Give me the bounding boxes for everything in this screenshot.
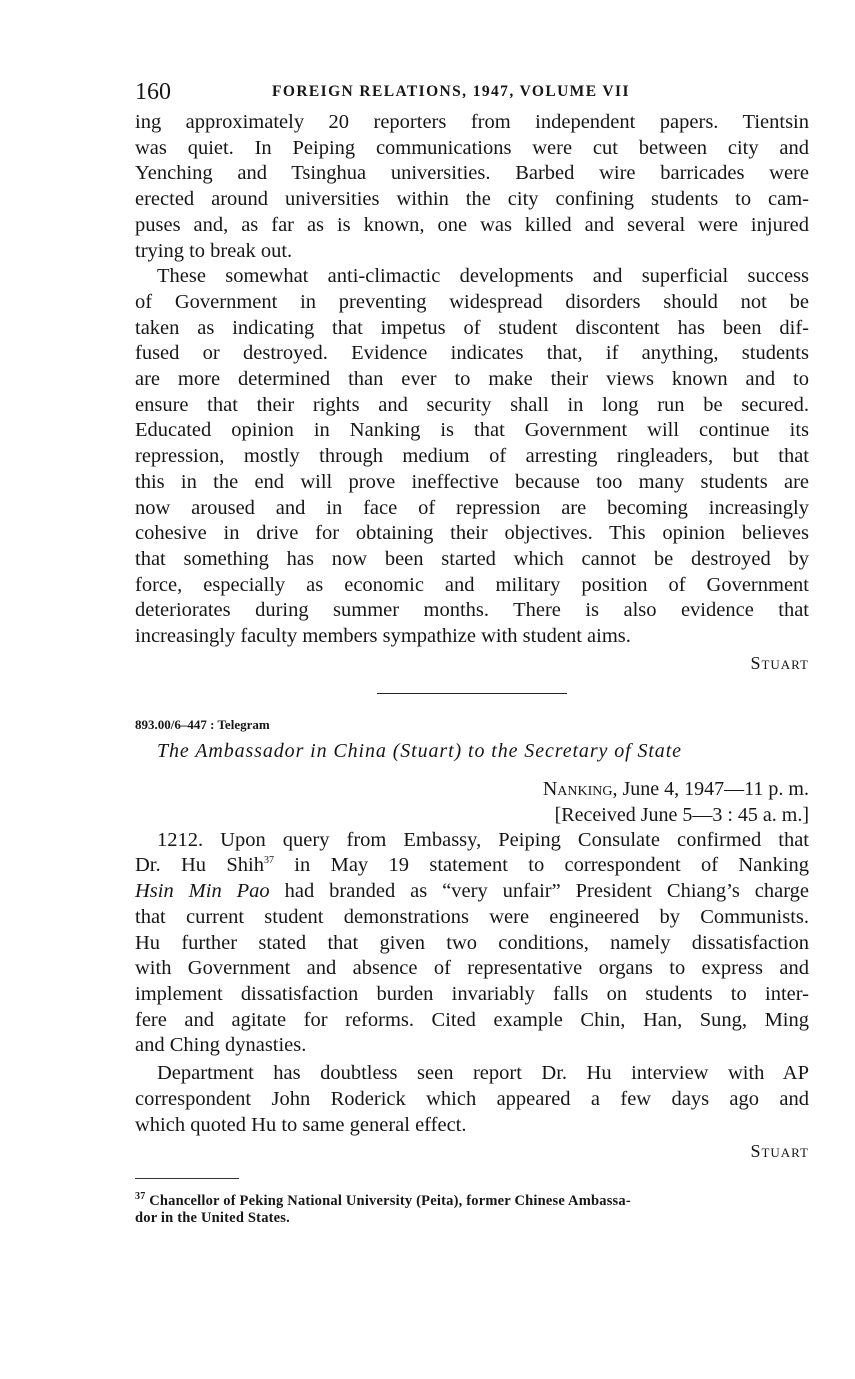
text-line: of Government in preventing widespread disorders should not be <box>135 290 809 313</box>
footnote-text: Chancellor of Peking National University (Peita), former Chinese Ambassa- <box>145 1193 631 1210</box>
text-line: are more determined than ever to make their views known and to <box>135 368 809 391</box>
text-line: ensure that their rights and security shall in long run be secured. <box>135 393 809 416</box>
dateline <box>135 776 809 802</box>
text-line: implement dissatisfaction burden invariably falls on students to inter- <box>135 982 809 1005</box>
text-line: that current student demonstrations were engineered by Communists. <box>135 905 809 928</box>
text-line: now aroused and in face of repression are becoming increasingly <box>135 496 809 519</box>
body-text-section-2 <box>135 716 809 1164</box>
text-line: erected around universities within the city confining students to cam- <box>135 188 809 211</box>
text-line: fere and agitate for reforms. Cited example Chin, Han, Sung, Ming <box>135 1008 809 1031</box>
footnote <box>135 1193 809 1227</box>
text-line: force, especially as economic and military position of Government <box>135 573 809 596</box>
text-line: repression, mostly through medium of arresting ringleaders, but that <box>135 445 809 468</box>
text-line: 1212. Upon query from Embassy, Peiping Consulate confirmed that <box>157 828 809 851</box>
text-line: Educated opinion in Nanking is that Government will continue its <box>135 419 809 442</box>
text-line: taken as indicating that impetus of student discontent has been dif- <box>135 316 809 339</box>
text-line: increasingly faculty members sympathize with student aims. <box>135 625 631 648</box>
running-head <box>135 76 809 110</box>
text-line: cohesive in drive for obtaining their objectives. This opinion believes <box>135 522 809 545</box>
text-line: These somewhat anti-climactic developments and superficial success <box>157 265 809 288</box>
paragraph-2 <box>135 264 809 650</box>
page-number: 160 <box>135 79 171 105</box>
footnote-line: dor in the United States. <box>135 1210 290 1227</box>
signature-stuart: Stuart <box>750 652 809 673</box>
text-line: Yenching and Tsinghua universities. Barbed wire barricades were <box>135 162 809 185</box>
dateline-date: , June 4, 1947—11 p. m. <box>612 777 809 800</box>
text-line: puses and, as far as is known, one was killed and several were injured <box>135 213 809 236</box>
footnote-rule <box>135 1178 239 1179</box>
text-line: correspondent John Roderick which appeared a few days ago and <box>135 1087 809 1110</box>
running-title: FOREIGN RELATIONS, 1947, VOLUME VII <box>272 83 630 100</box>
text-line <box>135 853 809 879</box>
text-line: was quiet. In Peiping communications were cut between city and <box>135 136 809 159</box>
document-page <box>135 76 809 1227</box>
text-line: which quoted Hu to same general effect. <box>135 1113 467 1136</box>
text-line: Hu further stated that given two conditions, namely dissatisfaction <box>135 931 809 954</box>
text-line: ing approximately 20 reporters from independent papers. Tientsin <box>135 111 809 133</box>
paragraph-4 <box>135 1061 809 1138</box>
text-run: Dr. Hu Shih <box>135 854 264 877</box>
footnote-reference: 37 <box>263 855 274 867</box>
paragraph-3 <box>135 828 809 1059</box>
text-line: deteriorates during summer months. There is also evidence that <box>135 599 809 622</box>
divider-rule <box>377 693 567 694</box>
received-line: [Received June 5—3 : 45 a. m.] <box>554 803 809 826</box>
text-line: that something has now been started which cannot be destroyed by <box>135 547 809 570</box>
paragraph-1 <box>135 110 809 264</box>
body-text-section-1 <box>135 110 809 676</box>
dateline-place: Nanking <box>542 777 613 800</box>
text-line <box>135 879 809 905</box>
text-line: Department has doubtless seen report Dr. Hu interview with AP <box>157 1062 809 1085</box>
text-line: trying to break out. <box>135 239 293 262</box>
text-line: fused or destroyed. Evidence indicates that, if anything, students <box>135 342 809 365</box>
document-title: The Ambassador in China (Stuart) to the Secretary of State <box>157 739 682 762</box>
signature-stuart: Stuart <box>750 1141 809 1162</box>
footnote-line <box>135 1193 809 1210</box>
section-divider <box>135 676 809 716</box>
footnote-number: 37 <box>135 1191 146 1203</box>
newspaper-name: Hsin Min Pao <box>135 880 270 903</box>
file-number: 893.00/6–447 : Telegram <box>135 716 270 732</box>
text-run: had branded as “very unfair” President Chiang’s charge <box>269 880 809 903</box>
text-run: in May 19 statement to correspondent of Nanking <box>273 854 810 877</box>
dateline-block <box>135 776 809 828</box>
text-line: this in the end will prove ineffective because too many students are <box>135 470 809 493</box>
text-line: with Government and absence of representative organs to express and <box>135 957 809 980</box>
text-line: and Ching dynasties. <box>135 1034 307 1057</box>
